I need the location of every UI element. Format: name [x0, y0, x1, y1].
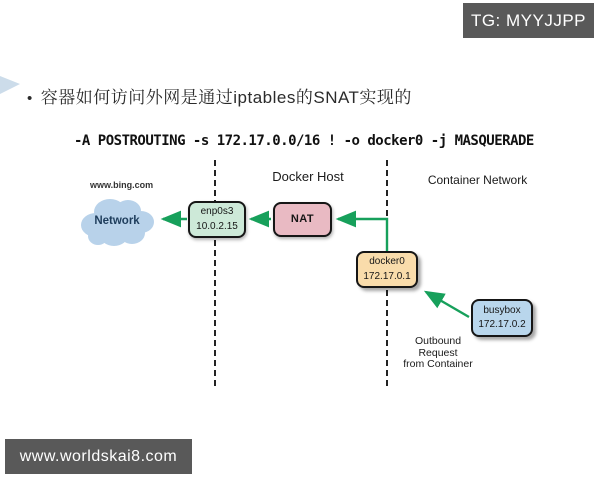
nat-node — [273, 202, 332, 237]
heading-text: 容器如何访问外网是通过iptables的SNAT实现的 — [40, 88, 412, 107]
bing-url-caption: www.bing.com — [90, 180, 154, 190]
docker0-name: docker0 — [369, 256, 405, 267]
dashed-separator-left — [214, 160, 216, 386]
network-cloud — [76, 193, 158, 248]
annotation-line-3: from Container — [403, 358, 473, 370]
docker0-node — [356, 251, 418, 288]
enp0s3-ip: 10.0.2.15 — [196, 220, 238, 232]
annotation-line-2: Request — [418, 346, 458, 359]
cloud-network-label: Network — [94, 214, 140, 227]
telegram-watermark-text: TG: MYYJJPP — [470, 10, 587, 30]
busybox-node — [471, 299, 533, 337]
arrow-busybox-to-docker0 — [426, 292, 469, 317]
iptables-command: -A POSTROUTING -s 172.17.0.0/16 ! -o docker0 -j MASQUERADE — [74, 133, 534, 149]
corner-decoration — [0, 76, 20, 94]
enp0s3-node — [188, 201, 246, 238]
arrow-docker0-to-nat — [338, 219, 387, 251]
telegram-watermark — [463, 3, 594, 38]
enp0s3-name: enp0s3 — [200, 206, 234, 217]
busybox-name: busybox — [483, 304, 521, 316]
annotation-line-1: Outbound — [414, 335, 462, 347]
site-watermark-text: www.worldskai8.com — [19, 447, 178, 465]
container-network-label: Container Network — [427, 173, 528, 187]
site-watermark — [5, 439, 192, 474]
bullet-icon: • — [27, 90, 33, 107]
docker-host-label: Docker Host — [272, 169, 344, 184]
heading-line — [27, 83, 412, 108]
docker0-ip: 172.17.0.1 — [363, 270, 411, 282]
busybox-ip: 172.17.0.2 — [478, 319, 526, 330]
outbound-request-annotation — [393, 336, 483, 371]
nat-name: NAT — [290, 212, 315, 225]
